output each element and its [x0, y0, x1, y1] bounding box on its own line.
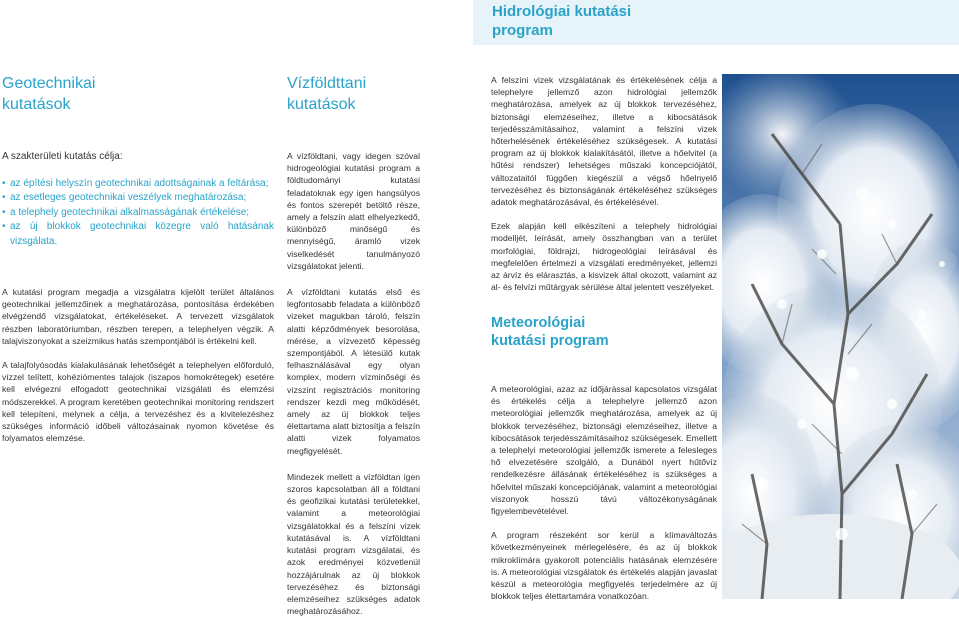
list-item: • az új blokkok geotechnikai közegre való hatásának vizsgálata.: [2, 220, 274, 249]
hydrology-title-line2: program: [492, 22, 553, 39]
hydrogeo-title-line1: Vízföldttani: [287, 75, 367, 92]
hydrology-title-line1: Hidrológiai kutatási: [492, 3, 632, 20]
list-item: • az építési helyszín geotechnikai adottságainak a feltárása;: [2, 177, 274, 192]
hydrogeo-section: [287, 73, 467, 115]
meteo-title-line1: Meteorológiai: [491, 315, 586, 331]
meteo-paragraph-2: A program részeként sor kerül a klímaváltozás következményeinek mérlegelésére, és az új blokkok mikroklímára gyakorolt potenciális hatásának elemzésére is. A meteorológiai vizsgálatok és értékelés alapján javaslat készül a meteorológia megfigyelés terjedelmére az új blokkok teljes élettartamára vonatkozóan.: [491, 530, 717, 602]
geotech-bullet-list: [2, 177, 274, 250]
geotech-body: [2, 150, 274, 250]
meteo-section: [491, 314, 717, 350]
list-item: • a telephely geotechnikai alkalmasságának értékelése;: [2, 206, 274, 221]
hydrogeo-paragraph-2: A vízföldtani kutatás első és legfontosabb feladata a különböző vizeket magukban tároló, felszín alatti képződmények besorolása, mérése, a vízvezető képesség szempontjából. A létesülő kutak felhasználásával egy olyan komplex, modern vízminőségi és vízszint regisztrációs monitoring rendszer kezdi meg működését, amely az új blokkok teljes élettartama alatt biztosítja a felszín alatti vizek folyamatos megfigyelését.: [287, 287, 420, 456]
hydrology-paragraph-1: A felszíni vizek vizsgálatának és értékelésének célja a telephelyre jellemző azon hidrológiai jellemzők meghatározása, amelyek az új blokkok tervezéséhez, biztonsági elemzéseihez, illetve a kibocsátások terjedésszámításaihoz, valamint a felszíni vizek hőterhelésének értékeléséhez szükségesek. A kutatási program az új blokkok kialakításától, illetve a hőelvitel (a hűtési rendszer) lehetséges műszaki koncepciójától, változataitól függően kiegészül a végső hőelnyelő tervezéséhez és biztonságának értékeléséhez szükséges adatok meghatározásával, és értékelésével.: [491, 75, 717, 208]
geotech-title-line2: kutatások: [2, 96, 71, 113]
geotech-paragraph-2: A talajfolyósodás kialakulásának lehetőségét a telephelyen előforduló, vízzel telített, kohéziómentes talajok (iszapos homokrétegek) esetére kell elvégezni elfogadott geotechnikai vizsgálati és elemzési módszerekkel. A program keretében geotechnikai monitoring rendszert kell telepíteni, melynek a célja, a tervezéshez és a kivitelezéshez szükséges információ időbeli változásainak nyomon követése és folyamatos elemzése.: [2, 360, 274, 444]
geotech-intro: A szakterületi kutatás célja:: [2, 151, 123, 162]
frosted-trees-photo: [722, 74, 959, 599]
geotech-paragraph-1: A kutatási program megadja a vizsgálatra kijelölt terület általános geotechnikai jellemzőinek a meghatározása, pontosítása érdekében elvégzendő vizsgálatokat, értékeléseket. A tervezett vizsgálatok részben laboratóriumban, részben terepen, a telephelyen végzik. A talajviszonyokat a szeizmikus hatás szempontjából is értékelni kell.: [2, 287, 274, 346]
hydrology-body: [491, 74, 717, 293]
hydrogeo-paragraph-3: Mindezek mellett a vízföldtan igen szoros kapcsolatban áll a földtani és geofizikai kutatási területekkel, valamint a meteorológiai vizsgálatokkal és a felszíni vizek kutatásával is. A vízföldtani kutatási program vizsgálatai, és azok eredményei közvetlenül hozzájárulnak az új blokkok tervezéséhez és biztonsági elemzéseihez szükséges adatok meghatározásához.: [287, 471, 420, 617]
geotech-text: [2, 286, 274, 444]
meteo-body: [491, 383, 717, 602]
hydrogeo-title-line2: kutatások: [287, 96, 356, 113]
hydrology-header: [492, 2, 792, 40]
geotech-title-line1: Geotechnikai: [2, 75, 96, 92]
geotech-section: [2, 73, 272, 115]
hydrology-paragraph-2: Ezek alapján kell elkészíteni a telephely hidrológiai modelljét, leírását, amely összhangban van a terület morfológiai, földrajzi, hidrogeológiai leírásával és megfelelően értelmezi a vizsgálati eredményeket, jellemzi az árvíz és elárasztás, a kisvizek által okozott, valamint az al- és felvízi műtárgyak sérülése által jelentett veszélyeket.: [491, 221, 717, 293]
list-item: • az esetleges geotechnikai veszélyek meghatározása;: [2, 191, 274, 206]
hydrogeo-body: [287, 150, 420, 617]
hydrogeo-paragraph-1: A vízföldtani, vagy idegen szóval hidrogeológiai kutatási program a földtudományi kutatási feladatoknak egy igen hangsúlyos és fontos szerepét betöltő része, amely a felszín alatt elhelyezkedő, különböző minőségű és mennyiségű, áramló vizek viselkedését tanulmányozó vizsgálatokat jelenti.: [287, 151, 420, 271]
meteo-title-line2: kutatási program: [491, 333, 609, 349]
meteo-paragraph-1: A meteorológiai, azaz az időjárással kapcsolatos vizsgálat és értékelés célja a telephelyre jellemző azon meteorológiai jellemzők meghatározása, amelyek az új blokkok tervezéséhez, biztonsági elemzéseihez, illetve a kibocsátások terjedésszámításaihoz szükségesek. Emellett a telephelyi meteorológiai jellemzők ismerete a felesleges hő elvezetésére szolgáló, a Dunából nyert hűtővíz rendelkezésre állásának értékeléséhez is szükséges a hőelvitel műszaki koncepciójának, valamint a meteorológiai viszonyok hosszú távú változékonyságának figyelembevételével.: [491, 384, 717, 517]
